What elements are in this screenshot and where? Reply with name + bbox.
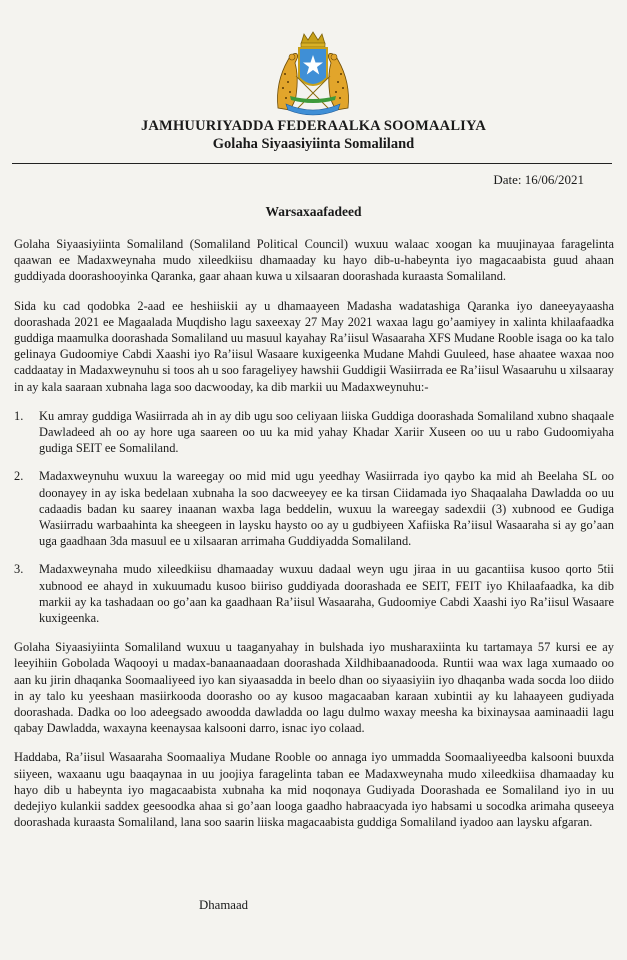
- list-item-text: Madaxweynuhu wuxuu la wareegay oo mid mid ugu yeedhay Wasiirrada iyo qaybo ka mid ah Beelaha SL oo doonayey in ay iska bedelaan xubnaha la soo dacweeyey ee ka tirsan Ciidamada iyo Shaqaalaha Dawladda oo uu cadaadis badan ku saarey inaanan waxba laga beddelin, wuxuu la wareegay sadexdii (3) xubnood ee Gudiga Wasiirradu warbaahinta ka sheegeen in laysku haysto oo ay u gudbiyeen Xafiiska Ra’iisul Wasaaraha si ay go’aan uga gaadhaan 3da masuul ee u xilsaaran arrimaha Guddiyadda Somaliland.: [39, 469, 614, 549]
- paragraph: Golaha Siyaasiyiinta Somaliland wuxuu u taaganyahay in bulshada iyo musharaxiinta ku tartamaya 57 kursi ee ay leeyihiin Gobolada Waqooyi u madax-banaanaadaan doorashada Xildhibaanadooda. Runtii waa wax laga xumaado oo aan ku jirin dhaqanka Soomaaliyeed iyo kan siyaasadda in beelo dhan oo siyaasiyiin iyo dhaqanba wada socda loo diido in ay talo ku yeeshaan masiirkooda doorasho oo ay kusoo magacaaban karaan xubintii ay ku lahaayeen gudiyada doorashada. Dadka oo loo adeegsado awoodda dawladda oo lagu dulmo waxay meesha ka bixinaysaa aaminaadii lagu qabay Dawladda, waxayna keenaysaa kalsooni darro, isnac iyo colaad.: [14, 640, 614, 736]
- list-item-text: Ku amray guddiga Wasiirrada ah in ay dib ugu soo celiyaan liiska Guddiga doorashada Somaliland xubno shaqaale Dawladeed ah oo ay hore uga saareen oo uu ka mid yahay Khadar Xariir Xuseen oo uu u rabo Gudoomiyaha gudiga SEIT ee Somaliland.: [39, 408, 614, 456]
- list-item-number: 1.: [14, 408, 24, 423]
- list-item-number: 2.: [14, 469, 24, 484]
- document-title: Warsaxaafadeed: [265, 204, 362, 219]
- paragraph: Golaha Siyaasiyiinta Somaliland (Somaliland Political Council) wuxuu walaac xoogan ka muujinayaa faragelinta qaawan ee Madaxweynaha mudo xileedkiisu dhamaaday ku hayo dib-u-habeynta iyo magacaabista guud ahaan guddiyada doorashooyinka Qaranka, gaar ahaan kuwa u xilsaaran doorashada kuraasta Somaliland.: [14, 237, 614, 284]
- list-item-number: 3.: [14, 562, 24, 577]
- document-date: Date: 16/06/2021: [493, 172, 584, 187]
- list-item: [14, 468, 614, 549]
- closing-word: Dhamaad: [199, 898, 249, 912]
- list-item: [14, 561, 614, 626]
- paragraph: Haddaba, Ra’iisul Wasaaraha Soomaaliya Mudane Rooble oo annaga iyo ummadda Soomaaliyeedba kalsooni buuxda siiyeen, waxaanu ugu baaqaynaa in uu joojiya faragelinta taban ee Madaxweynaha mudo xileedkiisa dhamaaday ku hayo dib u habeynta iyo magacaabista xubnaha ka mid noqonaya Gudiyada Doorashada ee Somaliland iyo in uu dedejiyo kulankii saddex geesoodka ahaa si go’aan looga gaadho habraacyada iyo habsami u socodka arimaha quseeya doorashada kuraasta Somaliland, lana soo saarin liiska magacaabista guddiga Somaliland iyadoo aan laysku afgaran.: [14, 750, 614, 830]
- somalia-coat-of-arms-icon: [268, 30, 358, 118]
- numbered-list: [14, 408, 614, 626]
- paragraph: Sida ku cad qodobka 2-aad ee heshiiskii ay u dhamaayeen Madasha wadatashiga Qaranka iyo daneeyayaasha doorashada 2021 ee Magaalada Muqdisho lagu saxeexay 27 May 2021 waxaa lagu go’aamiyey in xalinta khilaafaadka guddiga maamulka doorashada Somaliland uu masuul kayahay Ra’iisul Wasaaraha XFS Mudane Rooble isaga oo ka talo gelinaya Gudoomiye Cabdi Xaashi iyo Ra’iisul Wasaare kuxigeenka Mudane Mahdi Guuleed, hase ahaatee waxaa noo caddaatay in Madaxweynuhu si toos ah u soo farageliyey hawshii Guddigii Wasiirrada ee Ra’iisul Wasaaruhu u xilsaaray in ay kala saaraan xubnaha laga soo dacwooday, ka dib markii uu Madaxweynuhu:-: [14, 298, 614, 394]
- council-name-heading: Golaha Siyaasiyiinta Somaliland: [212, 136, 415, 152]
- list-item: [14, 408, 614, 457]
- document-body: [14, 236, 614, 844]
- country-name-heading: JAMHUURIYADDA FEDERAALKA SOOMAALIYA: [140, 118, 487, 134]
- list-item-text: Madaxweynaha mudo xileedkiisu dhamaaday wuxuu dadaal weyn ugu jiraa in uu gacantiisa kusoo qorto 5tii xubnood ee ahayd in xukuumadu kusoo biiriso guddiyada doorashada ee SEIT, FEIT iyo Khilaafaadka, ka dib markii ay ka tashadaan oo go’aan ka gaadhaan Ra’iisul Wasaaraha, Gudoomiye Cabdi Xaashi iyo Ra’iisul Wasaare kuxigeenka.: [39, 562, 614, 626]
- header-divider: [12, 163, 612, 164]
